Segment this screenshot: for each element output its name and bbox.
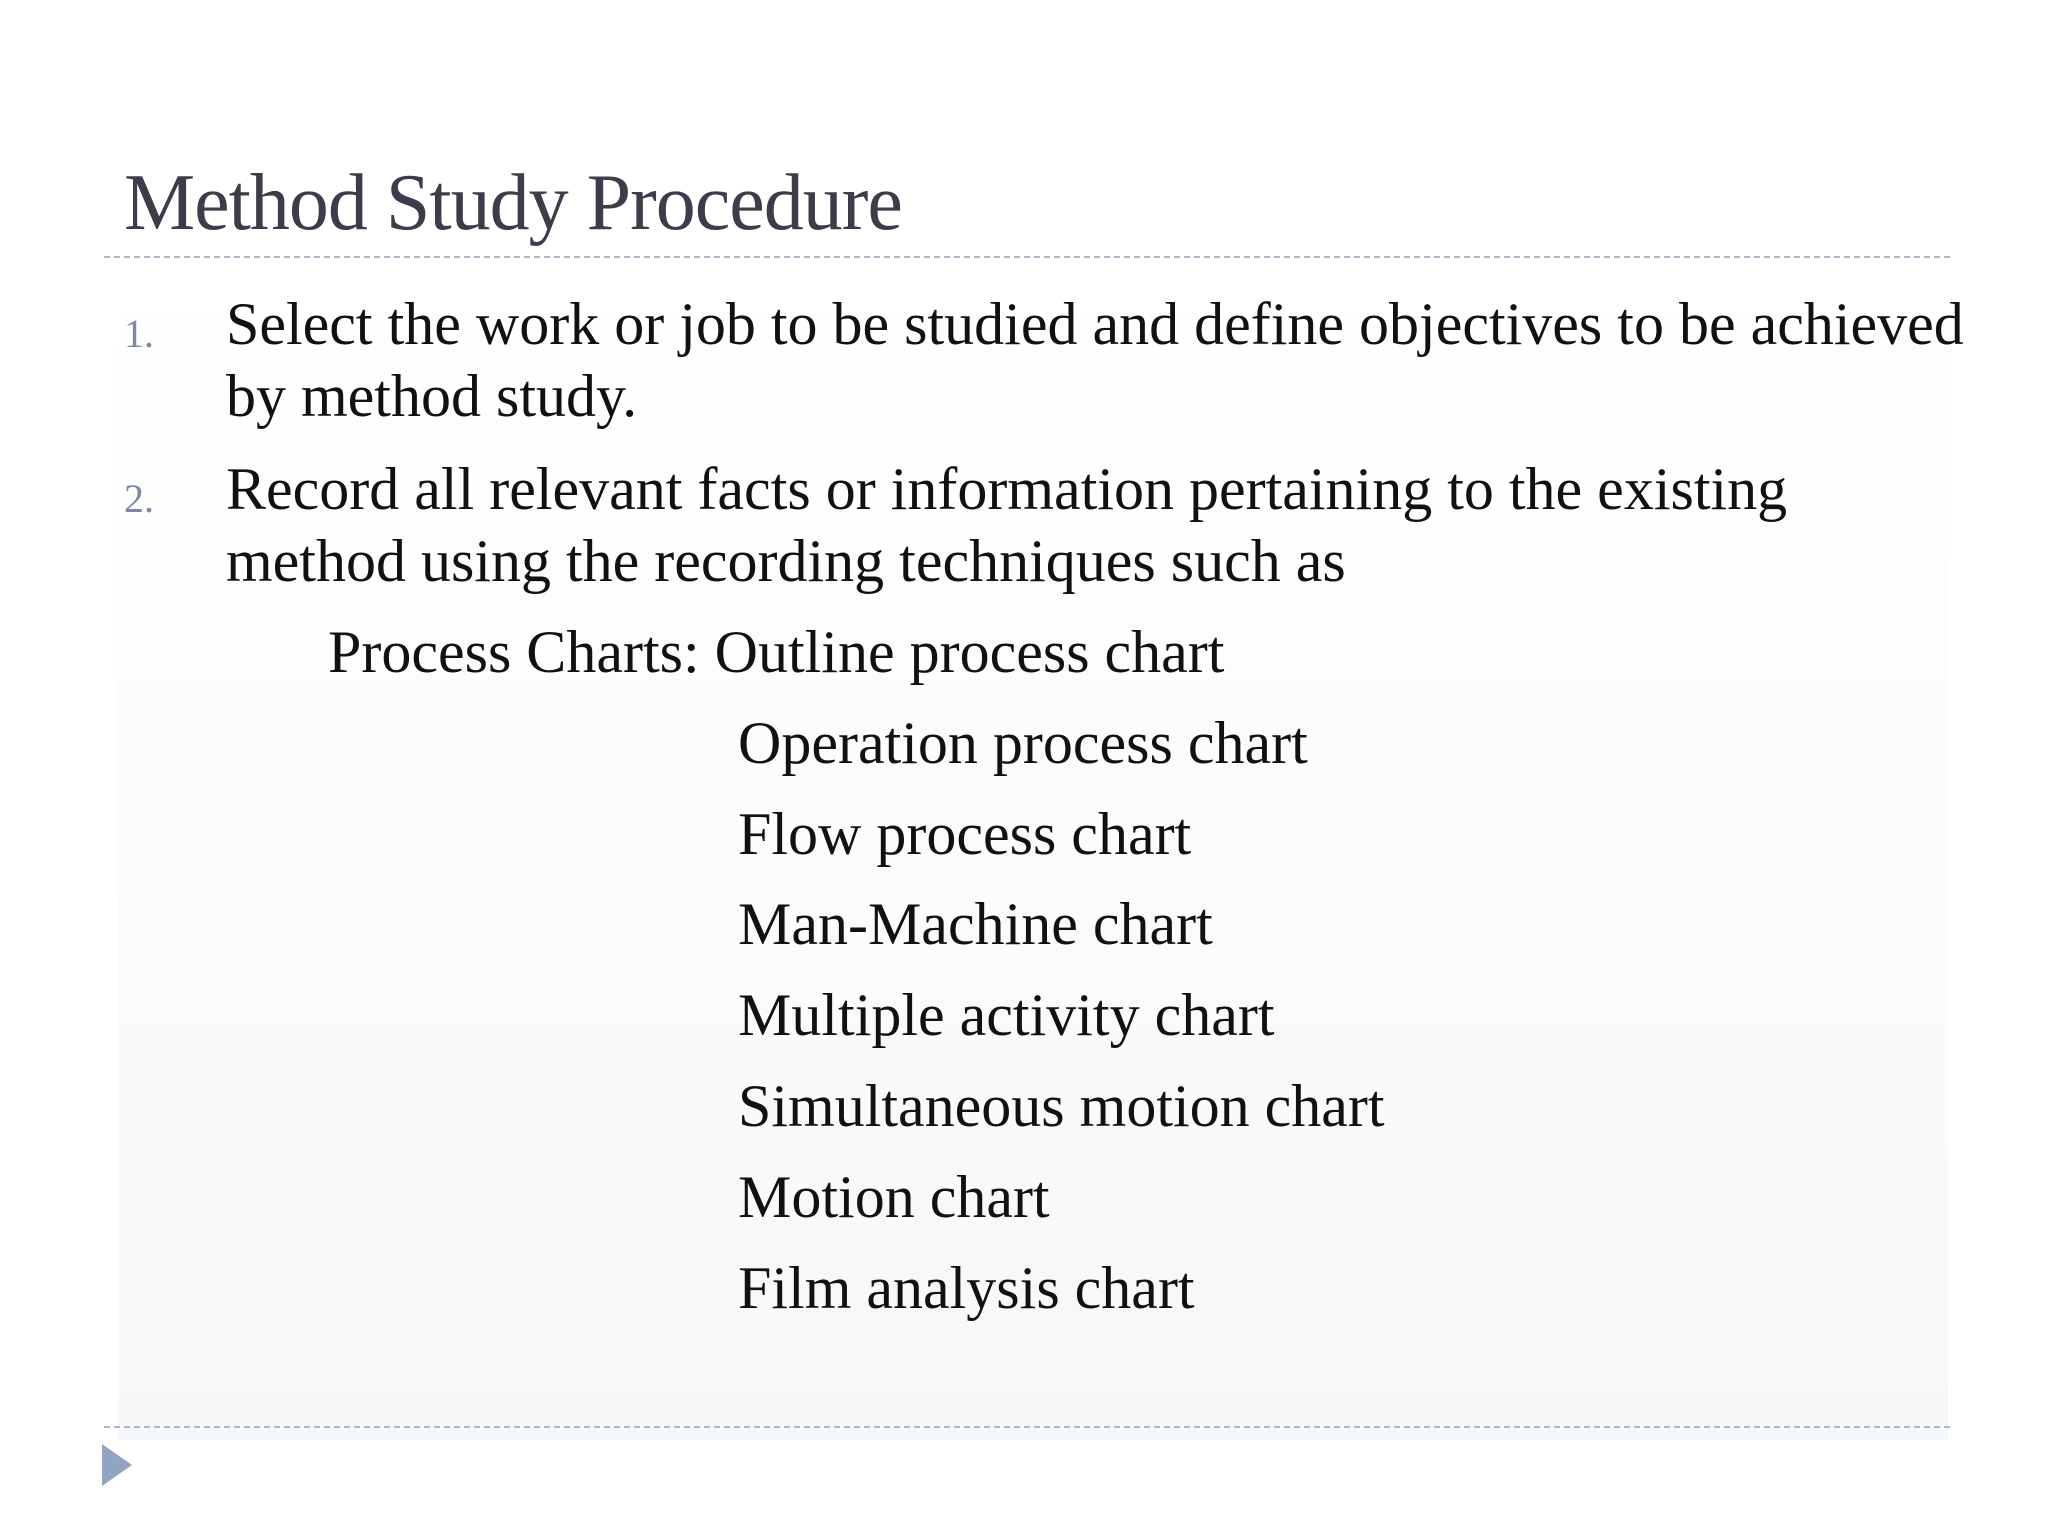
list-item-text: Select the work or job to be studied and define objectives to be achieved by method study. [226, 291, 1964, 429]
chart-type-item: Film analysis chart [738, 1255, 1195, 1321]
title-divider [104, 256, 1950, 258]
chart-type-item: Simultaneous motion chart [738, 1073, 1385, 1139]
list-item-number: 2. [124, 476, 154, 521]
list-item-text: Record all relevant facts or information pertaining to the existing method using the recording techniques such as [226, 456, 1788, 594]
chart-type-item: Motion chart [738, 1164, 1050, 1230]
chart-type-item: Operation process chart [738, 710, 1308, 776]
list-item-number: 1. [124, 311, 154, 356]
play-triangle-icon [102, 1444, 132, 1486]
chart-type-item: Man-Machine chart [738, 891, 1213, 957]
chart-type-item: Multiple activity chart [738, 982, 1275, 1048]
chart-type-item: Flow process chart [738, 801, 1192, 867]
footer-divider [104, 1426, 1950, 1428]
process-charts-lead: Process Charts: Outline process chart [328, 619, 1225, 685]
slide-title: Method Study Procedure [124, 159, 902, 247]
